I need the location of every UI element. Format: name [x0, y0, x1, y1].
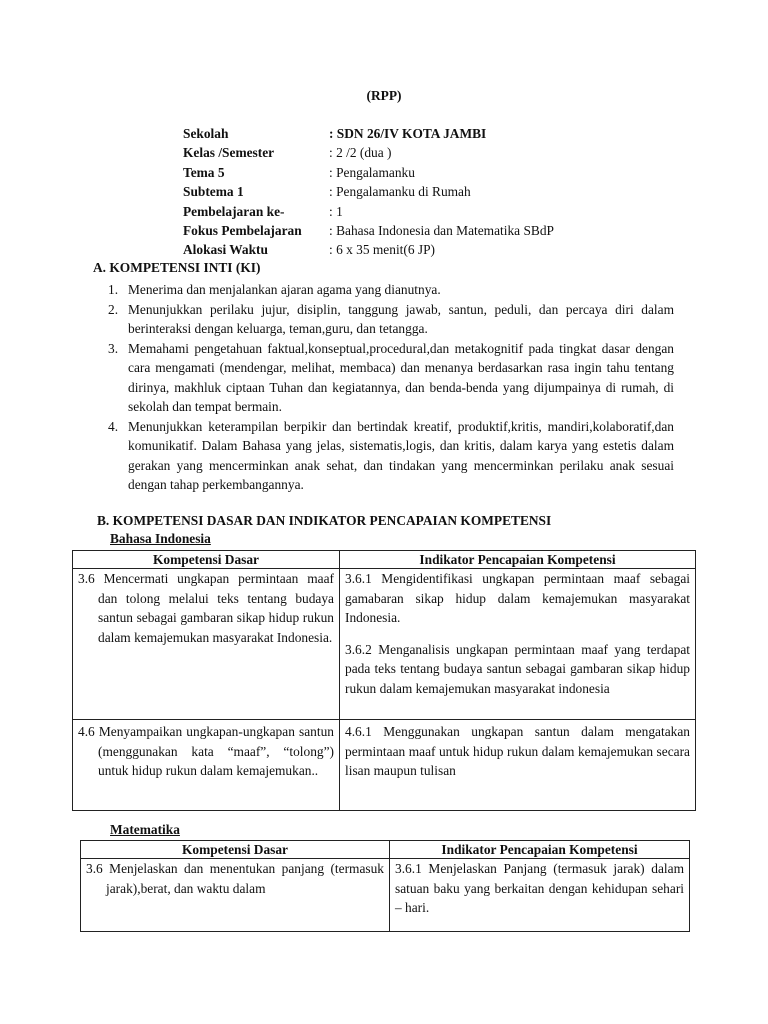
bahasa-competency-table [72, 550, 696, 811]
list-item [108, 300, 674, 339]
info-label: Sekolah [183, 126, 229, 141]
subheading-matematika: Matematika [110, 822, 180, 837]
table-row [73, 720, 696, 811]
info-label: Kelas /Semester [183, 145, 275, 161]
info-value: : Bahasa Indonesia dan Matematika SBdP [329, 222, 554, 238]
info-value: : 1 [329, 203, 343, 219]
cell-text: 3.6.1 Menjelaskan Panjang (termasuk jarak) dalam satuan baku yang berkaitan dengan kehidupan sehari – hari. [395, 861, 684, 915]
list-text: Menerima dan menjalankan ajaran agama yang dianutnya. [128, 282, 441, 297]
cell-text: 4.6.1 Menggunakan ungkapan santun dalam mengatakan permintaan maaf untuk hidup rukun dalam kemajemukan secara lisan maupun tulisan [345, 724, 690, 778]
info-label: Alokasi Waktu [183, 242, 268, 258]
identity-block [183, 124, 554, 260]
info-label: Tema 5 [183, 164, 225, 180]
info-row-class [183, 143, 554, 162]
column-header-kd: Kompetensi Dasar [81, 841, 390, 859]
info-value: : SDN 26/IV KOTA JAMBI [329, 126, 487, 141]
core-competency-list [108, 280, 674, 495]
matematika-competency-table [80, 840, 690, 932]
section-a-heading: A. KOMPETENSI INTI (KI) [93, 260, 261, 275]
cell-text: 3.6.1 Mengidentifikasi ungkapan permintaan maaf sebagai gamabaran sikap hidup dalam kemajemukan masyarakat Indonesia. [345, 571, 690, 625]
table-cell-kd [81, 859, 390, 932]
list-text: Menunjukkan keterampilan berpikir dan bertindak kreatif, produktif,kritis, mandiri,kolaboratif,dan komunikatif. Dalam Bahasa yang jelas, sistematis,logis, dan kritis, dalam karya yang estetis dalam gerakan yang mencerminkan anak sehat, dan tindakan yang mencerminkan perilaku anak sesuai dengan tahap perkembangannya. [128, 418, 674, 492]
cell-text: 3.6 Mencermati ungkapan permintaan maaf dan tolong melalui teks tentang budaya santun sebagai gambaran sikap hidup rukun dalam kemajemukan masyarakat Indonesia. [78, 571, 334, 645]
table-cell-ipk [390, 859, 690, 932]
document-title: (RPP) [366, 88, 402, 103]
table-cell-ipk [340, 720, 696, 811]
list-number: 3. [108, 340, 119, 356]
subheading-bahasa: Bahasa Indonesia [110, 531, 211, 546]
table-cell-kd [73, 569, 340, 720]
info-value: : Pengalamanku di Rumah [329, 184, 471, 200]
table-row [73, 569, 696, 720]
info-label: Fokus Pembelajaran [183, 222, 302, 238]
cell-text: 3.6.2 Menganalisis ungkapan permintaan maaf yang terdapat pada teks tentang budaya santun sebagai gambaran sikap hidup rukun dalam kemajemukan masyarakat indonesia [345, 641, 690, 696]
list-text: Menunjukkan perilaku jujur, disiplin, tanggung jawab, santun, peduli, dan percaya diri dalam berinteraksi dengan keluarga, teman,guru, dan tetangga. [128, 301, 674, 336]
table-row [81, 859, 690, 932]
column-header-ipk: Indikator Pencapaian Kompetensi [340, 551, 696, 569]
list-item [108, 280, 674, 300]
cell-text: 4.6 Menyampaikan ungkapan-ungkapan santun (menggunakan kata “maaf”, “tolong”) untuk hidup rukun dalam kemajemukan.. [78, 724, 334, 778]
section-b-heading: B. KOMPETENSI DASAR DAN INDIKATOR PENCAPAIAN KOMPETENSI [97, 513, 552, 528]
table-cell-kd [73, 720, 340, 811]
cell-text: 3.6 Menjelaskan dan menentukan panjang (termasuk jarak),berat, dan waktu dalam [86, 861, 384, 896]
info-row-theme [183, 163, 554, 182]
info-label: Pembelajaran ke- [183, 203, 285, 219]
info-row-school [183, 124, 554, 143]
info-value: : 2 /2 (dua ) [329, 145, 392, 161]
info-value: : 6 x 35 menit(6 JP) [329, 242, 436, 258]
info-row-focus [183, 221, 554, 240]
list-number: 2. [108, 301, 119, 317]
info-row-lesson [183, 202, 554, 221]
table-header-row [81, 841, 690, 859]
table-cell-ipk [340, 569, 696, 720]
info-value: : Pengalamanku [329, 164, 415, 180]
table-header-row [73, 551, 696, 569]
list-item [108, 339, 674, 417]
column-header-kd: Kompetensi Dasar [73, 551, 340, 569]
list-number: 4. [108, 418, 119, 434]
column-header-ipk: Indikator Pencapaian Kompetensi [390, 841, 690, 859]
info-row-time [183, 240, 554, 259]
list-text: Memahami pengetahuan faktual,konseptual,procedural,dan metakognitif pada tingkat dasar dengan cara mengamati (mendengar, melihat, membaca) dan menanya berdasarkan rasa ingin tahu tentang dirinya, makhluk ciptaan Tuhan dan kegiatannya, dan benda-benda yang dijumpainya di rumah, di sekolah dan tempat bermain. [128, 340, 674, 414]
info-row-subtheme [183, 182, 554, 201]
list-item [108, 417, 674, 495]
list-number: 1. [108, 282, 119, 297]
info-label: Subtema 1 [183, 184, 244, 200]
